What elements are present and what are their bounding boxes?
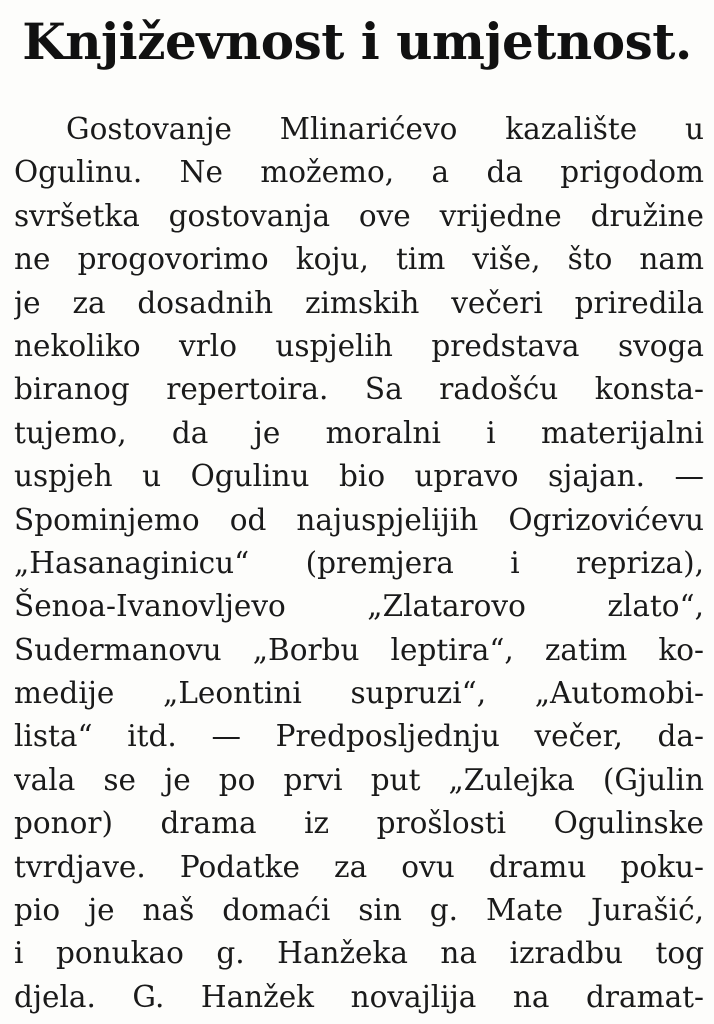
article-line: lista“ itd. — Predposljednju večer, da- — [14, 719, 704, 754]
article-line: pio je naš domaći sin g. Mate Jurašić, — [14, 893, 704, 928]
article-line: Sudermanovu „Borbu leptira“, zatim ko- — [14, 632, 704, 667]
article-line: Šenoa-Ivanovljevo „Zlatarovo zlato“, — [14, 589, 704, 624]
article-line: Gostovanje Mlinarićevo kazalište u — [66, 112, 704, 146]
article-body — [14, 108, 704, 1019]
article-line: i ponukao g. Hanžeka na izradbu tog — [14, 936, 704, 971]
article-line: ne progovorimo koju, tim više, što nam — [14, 242, 704, 277]
article-line: „Hasanaginicu“ (premjera i repriza), — [14, 545, 704, 580]
article-line: medije „Leontini supruzi“, „Automobi- — [14, 676, 704, 711]
article-line: uspjeh u Ogulinu bio upravo sjajan. — — [14, 459, 704, 494]
section-heading: Književnost i umjetnost. — [22, 12, 692, 71]
article-line: biranog repertoira. Sa radošću konsta- — [14, 372, 704, 407]
article-line: je za dosadnih zimskih večeri priredila — [14, 285, 704, 320]
article-line: nekoliko vrlo uspjelih predstava svoga — [14, 328, 704, 363]
article-line: tvrdjave. Podatke za ovu dramu poku- — [14, 849, 704, 884]
article-line: Spominjemo od najuspjelijih Ogrizovićevu — [14, 502, 704, 537]
article-line: djela. G. Hanžek novajlija na dramat- — [14, 979, 704, 1014]
article-line: Ogulinu. Ne možemo, a da prigodom — [14, 155, 704, 190]
article-line: svršetka gostovanja ove vrijedne družine — [14, 198, 704, 233]
article-line: tujemo, da je moralni i materijalni — [14, 415, 704, 450]
article-line: ponor) drama iz prošlosti Ogulinske — [14, 806, 704, 841]
article-line: vala se je po prvi put „Zulejka (Gjulin — [14, 762, 704, 797]
